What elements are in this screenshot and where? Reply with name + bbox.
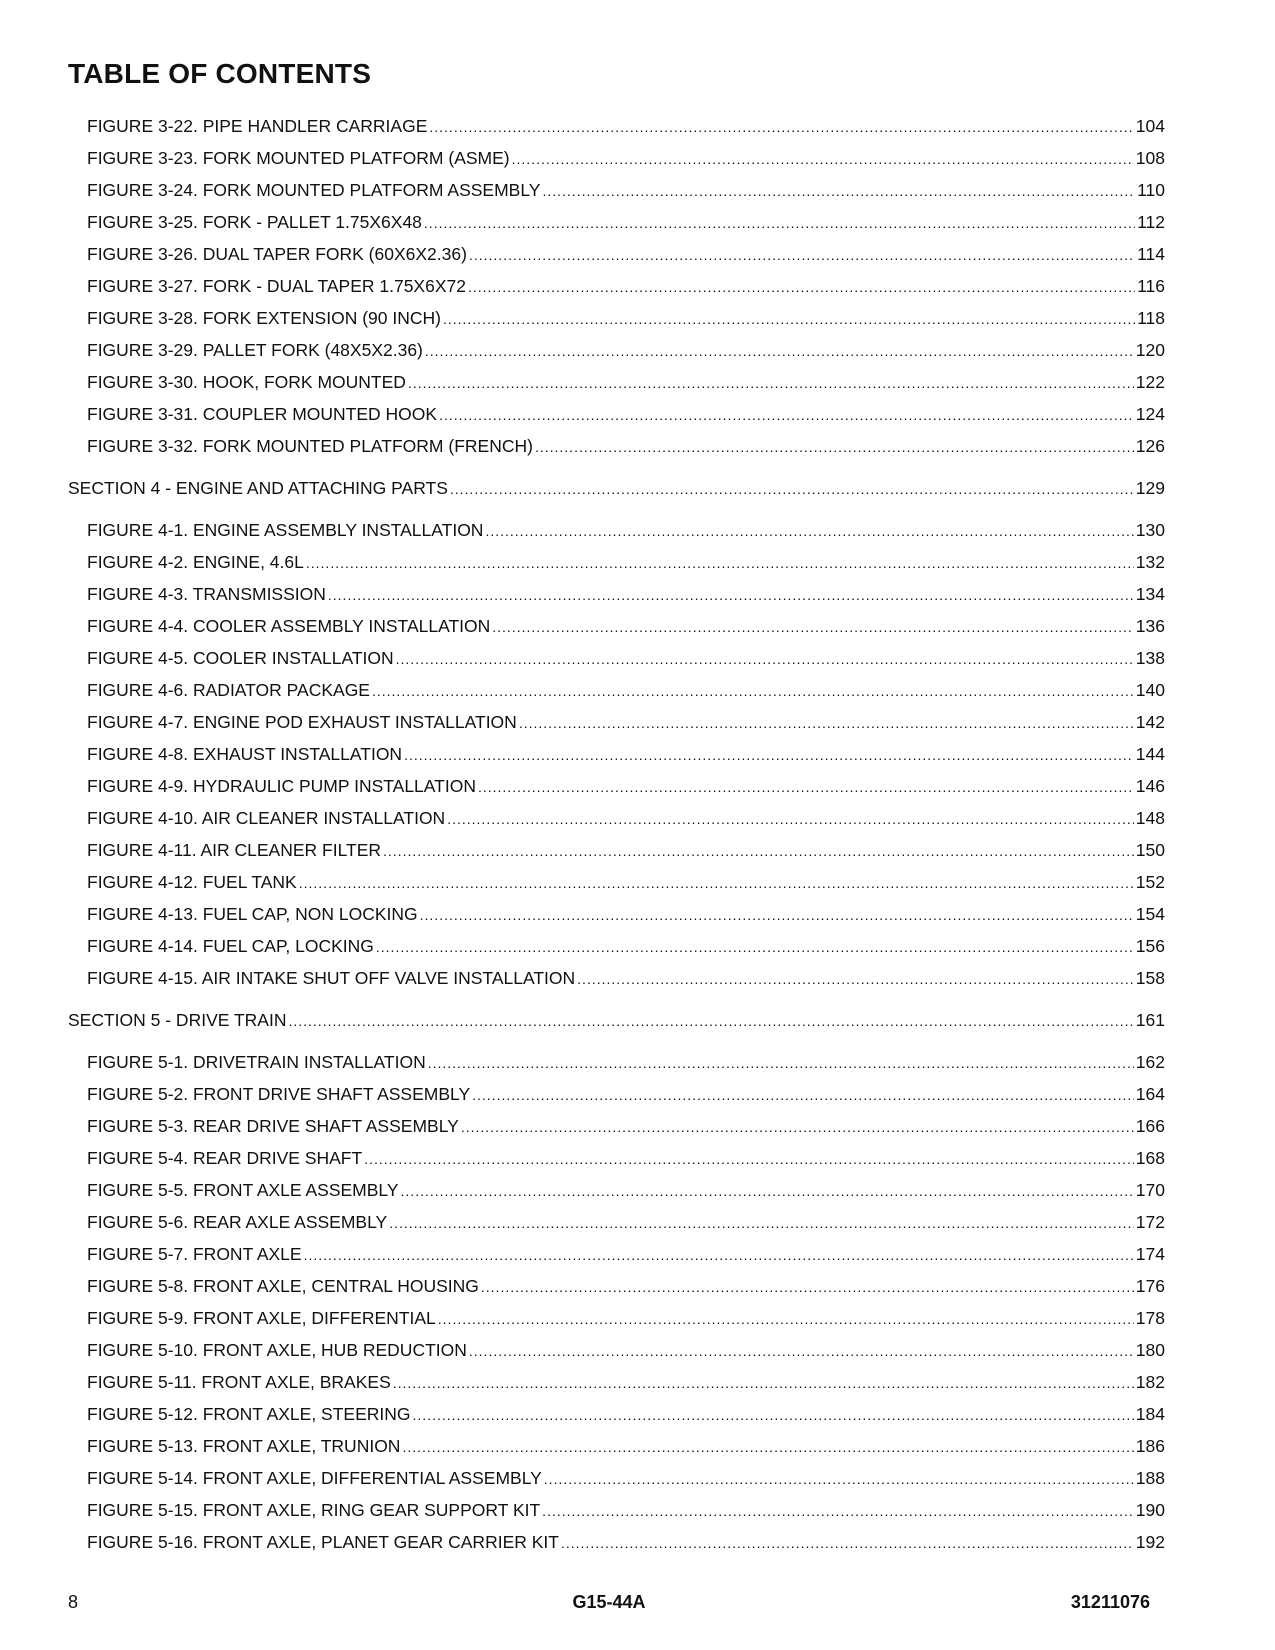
toc-entry-label: FIGURE 3-22. PIPE HANDLER CARRIAGE [87, 116, 428, 136]
toc-entry-label: FIGURE 5-1. DRIVETRAIN INSTALLATION [87, 1052, 426, 1072]
dot-leader [408, 366, 1134, 399]
toc-entry-page: 130 [1135, 520, 1165, 540]
dot-leader [542, 1494, 1134, 1527]
toc-figure-entry[interactable] [68, 1334, 1165, 1366]
toc-entry-page: 118 [1137, 308, 1165, 328]
toc-figure-entry[interactable] [68, 430, 1165, 462]
toc-entry-label: FIGURE 5-13. FRONT AXLE, TRUNION [87, 1436, 401, 1456]
dot-leader [481, 1270, 1134, 1303]
dot-leader [512, 142, 1134, 175]
dot-leader [383, 834, 1134, 867]
dot-leader [402, 1430, 1133, 1463]
toc-entry-page: 166 [1135, 1116, 1165, 1136]
toc-entry-page: 176 [1135, 1276, 1165, 1296]
toc-entry-page: 120 [1135, 340, 1165, 360]
toc-entry-label: FIGURE 5-4. REAR DRIVE SHAFT [87, 1148, 363, 1168]
toc-entry-label: FIGURE 3-29. PALLET FORK (48X5X2.36) [87, 340, 423, 360]
toc-entry-label: FIGURE 4-10. AIR CLEANER INSTALLATION [87, 808, 446, 828]
dot-leader [404, 738, 1134, 771]
toc-entry-page: 126 [1135, 436, 1165, 456]
toc-figure-entry[interactable] [68, 1110, 1165, 1142]
toc-entry-page: 192 [1135, 1532, 1165, 1552]
toc-entry-label: FIGURE 3-28. FORK EXTENSION (90 INCH) [87, 308, 441, 328]
dot-leader [472, 1078, 1134, 1111]
toc-figure-entry[interactable] [68, 1494, 1165, 1526]
dot-leader [461, 1110, 1134, 1143]
toc-figure-entry[interactable] [68, 578, 1165, 610]
toc-figure-entry[interactable] [68, 1078, 1165, 1110]
toc-entry-label: FIGURE 4-5. COOLER INSTALLATION [87, 648, 394, 668]
toc-figure-entry[interactable] [68, 206, 1165, 238]
toc-entry-page: 164 [1135, 1084, 1165, 1104]
toc-entry-page: 172 [1135, 1212, 1165, 1232]
dot-leader [413, 1398, 1134, 1431]
toc-entry-label: FIGURE 5-9. FRONT AXLE, DIFFERENTIAL [87, 1308, 436, 1328]
toc-entry-page: 122 [1135, 372, 1165, 392]
toc-figure-entry[interactable] [68, 770, 1165, 802]
page-footer [68, 1592, 1150, 1616]
dot-leader [393, 1366, 1134, 1399]
toc-entry-label: FIGURE 4-12. FUEL TANK [87, 872, 297, 892]
dot-leader [519, 706, 1134, 739]
toc-entry-page: 161 [1135, 1010, 1165, 1030]
toc-entry-page: 188 [1135, 1468, 1165, 1488]
toc-entry-page: 162 [1135, 1052, 1165, 1072]
toc-entry-page: 190 [1135, 1500, 1165, 1520]
dot-leader [420, 898, 1134, 931]
toc-entry-label: FIGURE 4-6. RADIATOR PACKAGE [87, 680, 370, 700]
toc-figure-entry[interactable] [68, 174, 1165, 206]
toc-list [68, 110, 1165, 1558]
dot-leader [544, 1462, 1134, 1495]
toc-entry-label: FIGURE 4-13. FUEL CAP, NON LOCKING [87, 904, 418, 924]
toc-entry-label: FIGURE 5-5. FRONT AXLE ASSEMBLY [87, 1180, 399, 1200]
toc-entry-page: 158 [1135, 968, 1165, 988]
toc-entry-page: 110 [1137, 180, 1165, 200]
toc-figure-entry[interactable] [68, 1270, 1165, 1302]
toc-figure-entry[interactable] [68, 802, 1165, 834]
dot-leader [396, 642, 1134, 675]
toc-entry-label: FIGURE 4-11. AIR CLEANER FILTER [87, 840, 382, 860]
dot-leader [328, 578, 1134, 611]
toc-entry-page: 184 [1135, 1404, 1165, 1424]
toc-figure-entry[interactable] [68, 1462, 1165, 1494]
toc-entry-page: 186 [1135, 1436, 1165, 1456]
toc-entry-page: 152 [1135, 872, 1165, 892]
footer-doc-number: 31211076 [1070, 1592, 1150, 1612]
toc-entry-page: 182 [1135, 1372, 1165, 1392]
toc-entry-label: FIGURE 4-2. ENGINE, 4.6L [87, 552, 304, 572]
toc-entry-label: FIGURE 4-3. TRANSMISSION [87, 584, 326, 604]
toc-entry-page: 168 [1135, 1148, 1165, 1168]
toc-figure-entry[interactable] [68, 142, 1165, 174]
toc-entry-label: FIGURE 3-30. HOOK, FORK MOUNTED [87, 372, 406, 392]
toc-figure-entry[interactable] [68, 546, 1165, 578]
toc-entry-label: FIGURE 5-3. REAR DRIVE SHAFT ASSEMBLY [87, 1116, 459, 1136]
dot-leader [492, 610, 1134, 643]
toc-entry-page: 114 [1137, 244, 1165, 264]
toc-figure-entry[interactable] [68, 834, 1165, 866]
toc-entry-page: 136 [1135, 616, 1165, 636]
dot-leader [299, 866, 1134, 899]
toc-entry-page: 104 [1135, 116, 1165, 136]
toc-entry-label: FIGURE 3-25. FORK - PALLET 1.75X6X48 [87, 212, 422, 232]
toc-figure-entry[interactable] [68, 1526, 1165, 1558]
toc-entry-label: FIGURE 5-8. FRONT AXLE, CENTRAL HOUSING [87, 1276, 479, 1296]
toc-entry-page: 174 [1135, 1244, 1165, 1264]
toc-figure-entry[interactable] [68, 866, 1165, 898]
dot-leader [306, 546, 1134, 579]
toc-entry-label: FIGURE 4-15. AIR INTAKE SHUT OFF VALVE INSTALLATION [87, 968, 576, 988]
toc-entry-label: FIGURE 4-9. HYDRAULIC PUMP INSTALLATION [87, 776, 476, 796]
toc-figure-entry[interactable] [68, 514, 1165, 546]
toc-figure-entry[interactable] [68, 1142, 1165, 1174]
footer-page-number: 8 [68, 1592, 79, 1612]
toc-entry-page: 140 [1135, 680, 1165, 700]
dot-leader [372, 674, 1134, 707]
toc-entry-page: 178 [1135, 1308, 1165, 1328]
dot-leader [429, 110, 1133, 143]
toc-figure-entry[interactable] [68, 1046, 1165, 1078]
toc-entry-page: 154 [1135, 904, 1165, 924]
toc-section-entry[interactable] [68, 472, 1165, 504]
toc-entry-page: 129 [1135, 478, 1165, 498]
toc-entry-page: 108 [1135, 148, 1165, 168]
toc-entry-label: FIGURE 5-7. FRONT AXLE [87, 1244, 302, 1264]
toc-figure-entry[interactable] [68, 238, 1165, 270]
toc-entry-label: FIGURE 4-8. EXHAUST INSTALLATION [87, 744, 403, 764]
toc-entry-page: 112 [1137, 212, 1165, 232]
toc-figure-entry[interactable] [68, 110, 1165, 142]
toc-figure-entry[interactable] [68, 1430, 1165, 1462]
page-title: TABLE OF CONTENTS [68, 58, 372, 89]
toc-entry-label: FIGURE 3-27. FORK - DUAL TAPER 1.75X6X72 [87, 276, 466, 296]
dot-leader [561, 1526, 1134, 1559]
dot-leader [469, 238, 1135, 271]
dot-leader [424, 206, 1135, 239]
toc-entry-page: 148 [1135, 808, 1165, 828]
toc-entry-page: 116 [1137, 276, 1165, 296]
toc-entry-label: FIGURE 5-16. FRONT AXLE, PLANET GEAR CARRIER KIT [87, 1532, 559, 1552]
dot-leader [438, 1302, 1134, 1335]
dot-leader [425, 334, 1134, 367]
toc-figure-entry[interactable] [68, 930, 1165, 962]
toc-figure-entry[interactable] [68, 610, 1165, 642]
dot-leader [364, 1142, 1134, 1175]
toc-entry-label: FIGURE 5-14. FRONT AXLE, DIFFERENTIAL ASSEMBLY [87, 1468, 542, 1488]
toc-entry-page: 132 [1135, 552, 1165, 572]
toc-figure-entry[interactable] [68, 1238, 1165, 1270]
toc-entry-label: FIGURE 4-7. ENGINE POD EXHAUST INSTALLATION [87, 712, 517, 732]
toc-entry-label: SECTION 4 - ENGINE AND ATTACHING PARTS [68, 478, 448, 498]
toc-figure-entry[interactable] [68, 898, 1165, 930]
toc-entry-label: FIGURE 3-26. DUAL TAPER FORK (60X6X2.36) [87, 244, 467, 264]
dot-leader [401, 1174, 1134, 1207]
toc-entry-page: 142 [1135, 712, 1165, 732]
toc-entry-label: FIGURE 5-15. FRONT AXLE, RING GEAR SUPPORT KIT [87, 1500, 541, 1520]
toc-figure-entry[interactable] [68, 674, 1165, 706]
dot-leader [535, 430, 1134, 463]
toc-figure-entry[interactable] [68, 1398, 1165, 1430]
dot-leader [478, 770, 1134, 803]
dot-leader [304, 1238, 1134, 1271]
toc-figure-entry[interactable] [68, 962, 1165, 994]
toc-entry-label: FIGURE 5-6. REAR AXLE ASSEMBLY [87, 1212, 388, 1232]
toc-entry-label: SECTION 5 - DRIVE TRAIN [68, 1010, 287, 1030]
dot-leader [542, 174, 1135, 207]
toc-figure-entry[interactable] [68, 1366, 1165, 1398]
dot-leader [428, 1046, 1134, 1079]
toc-figure-entry[interactable] [68, 642, 1165, 674]
dot-leader [376, 930, 1134, 963]
toc-figure-entry[interactable] [68, 366, 1165, 398]
dot-leader [447, 802, 1134, 835]
footer-model: G15-44A [572, 1592, 646, 1612]
toc-figure-entry[interactable] [68, 334, 1165, 366]
dot-leader [577, 962, 1134, 995]
toc-entry-page: 144 [1135, 744, 1165, 764]
toc-entry-page: 150 [1135, 840, 1165, 860]
dot-leader [389, 1206, 1134, 1239]
toc-entry-label: FIGURE 3-32. FORK MOUNTED PLATFORM (FRENCH) [87, 436, 533, 456]
dot-leader [288, 1004, 1133, 1037]
toc-entry-label: FIGURE 5-12. FRONT AXLE, STEERING [87, 1404, 411, 1424]
toc-figure-entry[interactable] [68, 302, 1165, 334]
toc-entry-label: FIGURE 3-24. FORK MOUNTED PLATFORM ASSEMBLY [87, 180, 541, 200]
toc-figure-entry[interactable] [68, 398, 1165, 430]
toc-entry-label: FIGURE 5-11. FRONT AXLE, BRAKES [87, 1372, 391, 1392]
toc-section-entry[interactable] [68, 1004, 1165, 1036]
dot-leader [439, 398, 1134, 431]
toc-entry-page: 138 [1135, 648, 1165, 668]
toc-entry-label: FIGURE 4-14. FUEL CAP, LOCKING [87, 936, 374, 956]
toc-entry-page: 170 [1135, 1180, 1165, 1200]
toc-entry-page: 180 [1135, 1340, 1165, 1360]
toc-figure-entry[interactable] [68, 1302, 1165, 1334]
toc-entry-label: FIGURE 5-2. FRONT DRIVE SHAFT ASSEMBLY [87, 1084, 471, 1104]
toc-entry-page: 156 [1135, 936, 1165, 956]
toc-figure-entry[interactable] [68, 1206, 1165, 1238]
dot-leader [469, 1334, 1134, 1367]
toc-entry-page: 146 [1135, 776, 1165, 796]
toc-figure-entry[interactable] [68, 270, 1165, 302]
toc-entry-page: 134 [1135, 584, 1165, 604]
toc-figure-entry[interactable] [68, 1174, 1165, 1206]
dot-leader [468, 270, 1135, 303]
toc-entry-label: FIGURE 5-10. FRONT AXLE, HUB REDUCTION [87, 1340, 467, 1360]
dot-leader [485, 514, 1133, 547]
dot-leader [443, 302, 1135, 335]
toc-figure-entry[interactable] [68, 706, 1165, 738]
dot-leader [450, 472, 1134, 505]
toc-entry-label: FIGURE 4-4. COOLER ASSEMBLY INSTALLATION [87, 616, 491, 636]
toc-entry-label: FIGURE 4-1. ENGINE ASSEMBLY INSTALLATION [87, 520, 484, 540]
toc-entry-label: FIGURE 3-23. FORK MOUNTED PLATFORM (ASME) [87, 148, 510, 168]
toc-entry-label: FIGURE 3-31. COUPLER MOUNTED HOOK [87, 404, 438, 424]
toc-figure-entry[interactable] [68, 738, 1165, 770]
toc-entry-page: 124 [1135, 404, 1165, 424]
